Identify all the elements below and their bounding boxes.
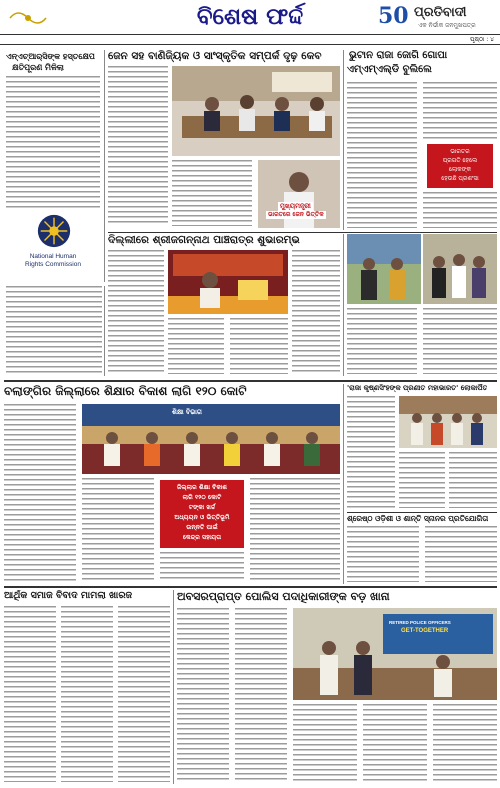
bhutan-photo-2 — [423, 234, 497, 304]
logo-tagline: ଏକ ନିର୍ଭୀକ ଜନମୁଖପତ୍ର — [418, 22, 476, 29]
story-odissi-competition — [347, 514, 497, 584]
story-odissi-headline: ଶ୍ରେଷ୍ଠ ଓଡ଼ିଶୀ ଓ ଶାନ୍ତି ସ୍ନାନର ପ୍ରତିଯୋଗିତା — [347, 514, 489, 523]
meeting-photo-image — [172, 66, 340, 156]
story-china-body-col2 — [172, 160, 252, 226]
bhutan-photo-2-image — [423, 234, 497, 304]
story-nhrc — [4, 50, 102, 282]
story-police-body-col3 — [293, 704, 357, 782]
dateline-bar — [0, 34, 500, 45]
story-delhi-headline: ଦିଲ୍ଲୀରେ ଶ୍ରୀଜଗନ୍ନାଥ ପାଞ୍ଚରାତ୍ର ଶୁଭାରମ୍ଭ — [108, 234, 300, 246]
story-dispute-headline: ଆର୍ଥିକ ସମାଜ ବିବାଦ ମାମଲା ଖାରଜ — [4, 590, 133, 601]
logo-name: ପ୍ରତିବାଦୀ — [414, 5, 467, 20]
callout-line-3: ଟଙ୍କା ଖର୍ଚ୍ଚ — [188, 504, 216, 511]
callout-line-2: ଲାଗି ୧୨୦ କୋଟି — [182, 494, 222, 501]
story-china-trade — [108, 50, 340, 230]
story-mahabharat-body-col2 — [399, 452, 445, 508]
story-balangir-body-col1 — [4, 404, 76, 582]
callout-line-1: ଜିଲ୍ଲାର ଶିକ୍ଷା ବିକାଶ — [177, 484, 227, 491]
nhrc-emblem-icon — [34, 212, 74, 250]
column-rule — [343, 50, 344, 230]
story-bhutan-body-col5 — [423, 308, 497, 374]
badge-line-3: ଲୋକଙ୍କ — [448, 166, 472, 173]
story-delhi-jagannath — [108, 234, 340, 376]
story-bhutan-king — [347, 50, 497, 230]
nhrc-caption-1: National Human — [29, 253, 77, 260]
story-balangir-headline: ବଲାଙ୍ଗିର ଜିଲ୍ଲାରେ ଶିକ୍ଷାର ବିକାଶ ଲାଗି ୧୨୦ କୋଟି — [4, 384, 247, 398]
balangir-callout-box — [160, 480, 244, 548]
story-police-body-col1 — [177, 608, 229, 782]
story-mahabharat-body-col1 — [347, 396, 395, 508]
story-balangir-body-col2 — [82, 478, 154, 582]
story-balangir-body-col3 — [160, 552, 244, 582]
story-retired-police — [177, 590, 497, 784]
header-ornament — [8, 8, 48, 28]
story-odissi-body-col1 — [347, 526, 419, 582]
china-photo-label-1: ମୁଖ୍ୟମନ୍ତ୍ରୀ — [280, 202, 311, 210]
logo-number: 50 — [378, 3, 409, 29]
column-rule — [343, 384, 344, 584]
story-bhutan-headline-1: ଭୁଟାନ ରାଜା ଜୋଗି ଗୋପା — [349, 50, 448, 61]
china-meeting-photo — [172, 66, 340, 156]
page-label: ପୃଷ୍ଠା : ୪ — [470, 36, 494, 43]
bhutan-callout-badge — [427, 144, 493, 188]
callout-line-5: ଉନ୍ନତି ପାଇଁ — [186, 524, 218, 531]
china-photo-label-2: ଭାରତରେ ଜେନ ଭିତ୍ତିକ — [268, 211, 324, 218]
story-china-headline: ଜେନ ସହ ବାଣିଜ୍ୟିକ ଓ ସାଂସ୍କୃତିକ ସମ୍ପର୍କ ଦୃଢ଼ କେବ — [108, 50, 322, 62]
story-dispute-body-col2 — [61, 606, 113, 782]
story-nhrc-body — [6, 76, 100, 208]
story-police-body-col4 — [363, 704, 427, 782]
column-rule — [173, 590, 174, 784]
police-banner-1: RETIRED POLICE OFFICERS — [389, 620, 451, 625]
story-balangir-body-col4 — [250, 478, 340, 582]
story-dispute-body-col1 — [4, 606, 56, 782]
balangir-event-photo — [82, 404, 340, 474]
police-banner-2: GET-TOGETHER — [401, 628, 449, 634]
nhrc-caption-2: Rights Commission — [25, 261, 81, 268]
story-dispute-body-col3 — [118, 606, 170, 782]
section-title: ବିଶେଷ ଫର୍ଦ୍ଦ — [196, 4, 304, 30]
story-delhi-body-col1 — [108, 250, 164, 374]
story-police-headline: ଅବସରପ୍ରାପ୍ତ ପୋଲିସ ପଦାଧିକାରୀଙ୍କ ବଡ଼ ଖାନା — [177, 590, 390, 603]
badge-line-1: ଭାରତର — [450, 148, 470, 155]
balangir-photo-banner: ଶିକ୍ଷା ବିଭାଗ — [172, 408, 202, 416]
callout-line-4: ଅଧ୍ୟୟନ ଓ ଭିତ୍ତିଭୂମି — [174, 514, 230, 521]
section-rule — [108, 232, 497, 233]
launch-photo-image — [399, 396, 497, 448]
stage-photo-image — [168, 250, 288, 314]
column-rule — [104, 50, 105, 282]
badge-line-4: ହେଉଛି ପ୍ରଶଂସା — [441, 175, 479, 182]
bhutan-photo-1 — [347, 234, 421, 304]
column-rule — [104, 286, 105, 376]
section-rule — [347, 512, 497, 513]
story-china-body-col1 — [108, 66, 168, 226]
story-delhi-body-col3 — [230, 318, 288, 374]
bhutan-photo-1-image — [347, 234, 421, 304]
story-balangir-education — [4, 384, 340, 584]
story-bhutan-headline-2: ଏମ୍‌ଏମ୍‌ଏଲ୍‌ଡି ବୁଲିଲେ — [347, 64, 432, 75]
story-nhrc-headline-1: ଏନ୍‌ଏଚ୍‌ଆର୍‌ସିଙ୍କ ହସ୍ତକ୍ଷେପ — [6, 52, 95, 61]
section-rule — [4, 586, 497, 588]
story-police-body-col5 — [433, 704, 497, 782]
section-rule — [4, 380, 497, 382]
page-header — [0, 0, 500, 46]
story-mahabharat-body-col3 — [449, 452, 497, 508]
story-mahabharat-headline: 'ରାଜା କୃଷ୍ଣସିଂହଙ୍କ ପ୍ରଣୀତ ମହାଭାରତ' ଲୋକାର୍ପିତ — [347, 384, 488, 392]
story-delhi-body-col2 — [168, 318, 224, 374]
column-rule — [343, 234, 344, 376]
story-police-body-col2 — [235, 608, 287, 782]
event-photo-image — [82, 404, 340, 474]
delhi-stage-photo — [168, 250, 288, 314]
story-delhi-body-col4 — [292, 250, 340, 374]
story-dispute-case — [4, 590, 170, 784]
story-bhutan-body-col1 — [347, 82, 417, 228]
mahabharat-launch-photo — [399, 396, 497, 448]
story-bhutan-body-col3 — [423, 192, 497, 228]
story-mahabharat — [347, 384, 497, 510]
story-odissi-body-col2 — [425, 526, 497, 582]
callout-line-6: କେନ୍ଦ୍ର ସହାୟତା — [182, 534, 222, 541]
badge-line-2: ପ୍ରଗତି ହେଲେ — [442, 157, 478, 164]
story-bhutan-body-col4 — [347, 308, 417, 374]
story-nhrc-headline-2: କ୍ଷତିପୂରଣ ମିଳିଲା — [12, 63, 64, 72]
story-bhutan-body-col2 — [423, 82, 497, 142]
bhutan-photo-group — [347, 234, 497, 376]
story-nhrc-continued — [6, 286, 102, 376]
